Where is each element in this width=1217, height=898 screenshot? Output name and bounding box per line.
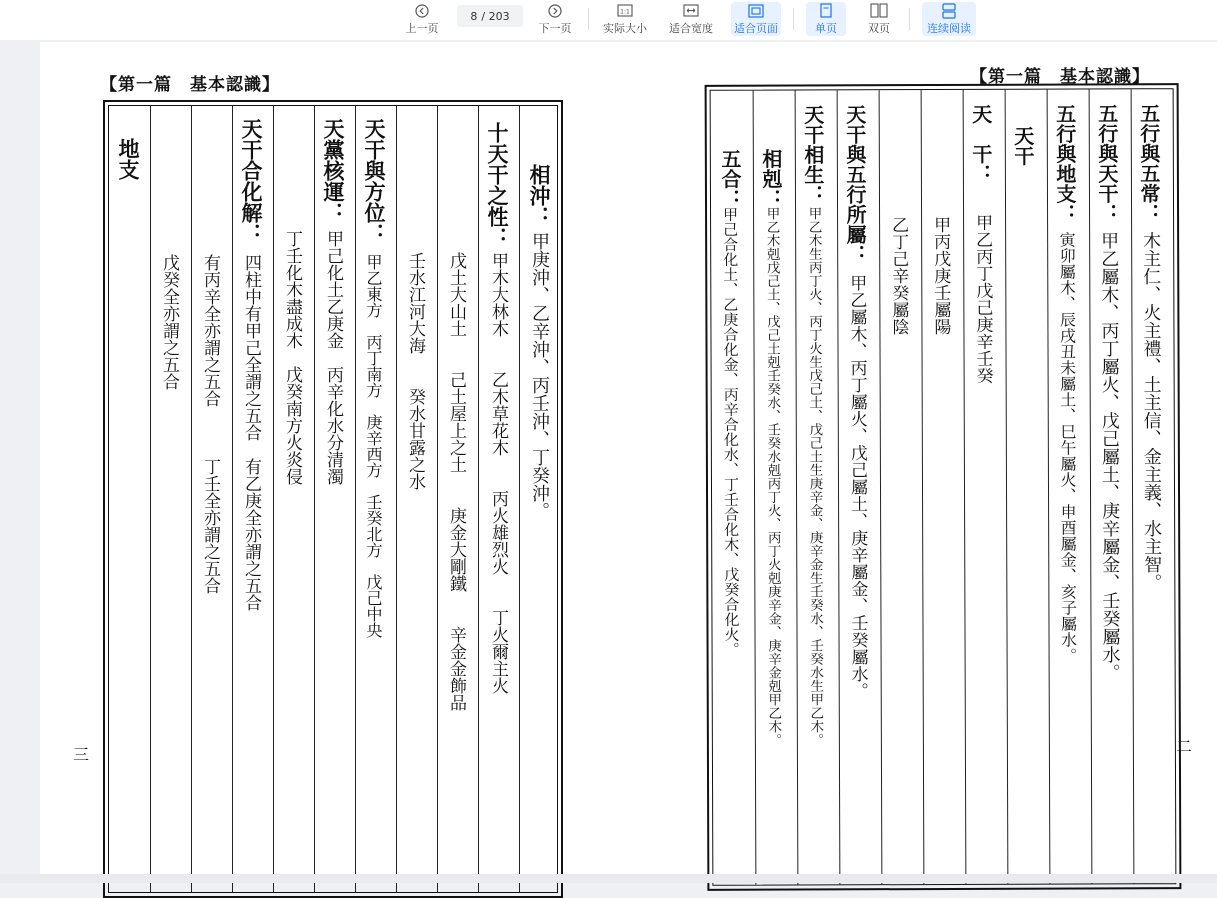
continuous-icon	[941, 2, 957, 19]
next-page-button[interactable]	[537, 2, 573, 36]
section-text: 甲乙丙丁戊己庚辛壬癸	[972, 213, 993, 384]
right-page-header: 【第一篇 基本認識】	[970, 67, 1150, 87]
column-divider	[1131, 89, 1135, 883]
column-divider	[1089, 89, 1093, 883]
section-text: 甲己合化土、乙庚合化金、丙辛合化水、丁壬合化木、戊癸合化火。	[721, 206, 741, 657]
double-page-button[interactable]	[859, 2, 899, 36]
continuous-read-button[interactable]	[922, 2, 976, 36]
column-divider	[314, 106, 315, 892]
column-divider	[396, 106, 397, 892]
double-page-icon	[870, 2, 888, 19]
fit-width-icon	[683, 2, 699, 19]
section-heading: 五合：	[717, 148, 743, 209]
section-text: 丁壬化木盡成木 戊癸南方火炎侵	[282, 230, 302, 485]
section-text: 甲乙屬木、丙丁屬火、戊己屬土、庚辛屬金、壬癸屬水。	[1098, 231, 1121, 682]
column-divider	[478, 106, 479, 892]
column-divider	[191, 106, 192, 892]
column-divider	[232, 106, 233, 892]
section-text: 甲己化土乙庚金 丙辛化水分清濁	[323, 230, 343, 485]
actual-size-button[interactable]	[600, 2, 650, 36]
left-page-frame	[103, 100, 563, 898]
column-divider	[795, 91, 799, 885]
toolbar-divider	[909, 8, 910, 30]
left-page-header: 【第一篇 基本認識】	[100, 75, 280, 95]
column-divider	[150, 106, 151, 892]
section-text: 四柱中有甲己全謂之五合 有乙庚全亦謂之五合	[241, 254, 261, 611]
right-page-frame	[705, 83, 1182, 891]
svg-text:1:1: 1:1	[620, 8, 630, 16]
section-heading: 五行與天干：	[1094, 103, 1120, 224]
section-heading: 天 干：	[968, 103, 993, 184]
section-heading: 五行與五常：	[1136, 103, 1162, 224]
column-divider	[273, 106, 274, 892]
section-heading: 十天干之性：	[485, 122, 509, 248]
left-page-table	[108, 105, 558, 893]
page-number: 三	[73, 745, 90, 764]
section-heading: 天干合化解：	[239, 118, 263, 244]
single-page-button[interactable]	[806, 2, 846, 36]
section-heading: 天干相生：	[800, 104, 826, 205]
column-divider	[921, 90, 925, 884]
fit-width-label: 适合宽度	[669, 22, 713, 35]
continuous-read-label: 连续阅读	[927, 22, 971, 35]
section-text: 甲乙木剋戊己土、戊己土剋壬癸水、壬癸水剋丙丁火、丙丁火剋庚辛金、庚辛金剋甲乙木。	[763, 206, 782, 747]
right-page-table	[710, 88, 1177, 886]
column-divider	[879, 90, 883, 884]
document-spread	[40, 42, 1217, 874]
section-text: 木主仁、火主禮、土主信、金主義、水主智。	[1140, 231, 1163, 592]
section-heading: 五行與地支：	[1052, 103, 1078, 224]
section-heading: 天黨核運：	[321, 118, 345, 223]
single-page-icon	[820, 2, 832, 19]
prev-page-button[interactable]	[404, 2, 440, 36]
section-text: 戊癸全亦謂之五合	[159, 254, 179, 390]
toolbar-divider	[588, 8, 589, 30]
prev-page-label: 上一页	[405, 22, 439, 35]
section-heading: 相剋：	[758, 148, 784, 209]
fit-page-label: 适合页面	[734, 22, 778, 35]
one-to-one-icon	[617, 2, 633, 19]
total-pages: / 203	[481, 9, 510, 23]
page-number-box[interactable]	[457, 5, 523, 27]
circle-left-icon	[415, 2, 429, 19]
current-page-input[interactable]: 8	[470, 9, 478, 23]
fit-page-icon	[748, 2, 764, 19]
toolbar-divider	[793, 8, 794, 30]
section-text: 戊土大山土 己土屋上之土 庚金大剛鐵 辛金金飾品	[446, 252, 466, 711]
section-text: 有丙辛全亦謂之五合 丁壬全亦謂之五合	[200, 254, 220, 594]
section-heading: 天干	[1010, 125, 1035, 166]
section-text: 甲庚沖、乙辛沖、丙壬沖、丁癸沖。	[529, 232, 550, 520]
column-divider	[519, 106, 520, 892]
viewer-toolbar	[0, 0, 1217, 40]
page-number: 二	[1176, 737, 1193, 756]
column-divider	[837, 90, 841, 884]
column-divider	[355, 106, 356, 892]
horizontal-scrollbar[interactable]	[0, 874, 1217, 883]
circle-right-icon	[548, 2, 562, 19]
section-heading: 地支	[116, 138, 140, 180]
single-page-label: 单页	[815, 22, 837, 35]
section-text: 壬水江河大海 癸水甘露之水	[405, 252, 425, 490]
section-text: 寅卯屬木、辰戌丑未屬土、巳午屬火、申酉屬金、亥子屬水。	[1057, 231, 1078, 664]
double-page-label: 双页	[868, 22, 890, 35]
section-text: 甲木大林木 乙木草花木 丙火雄烈火 丁火爾主火	[488, 252, 508, 694]
fit-page-button[interactable]	[731, 2, 781, 36]
next-page-label: 下一页	[538, 22, 572, 35]
section-text: 乙丁己辛癸屬陰	[888, 216, 909, 336]
section-heading: 天干與方位：	[362, 118, 386, 244]
column-divider	[1047, 90, 1051, 884]
column-divider	[963, 90, 967, 884]
section-text: 甲乙木生丙丁火、丙丁火生戊己土、戊己土生庚辛金、庚辛金生壬癸水、壬癸水生甲乙木。	[805, 206, 824, 747]
section-heading: 相沖：	[527, 164, 551, 227]
section-heading: 天干與五行所屬：	[842, 104, 868, 265]
column-divider	[1005, 90, 1009, 884]
column-divider	[753, 91, 757, 885]
fit-width-button[interactable]	[666, 2, 716, 36]
actual-size-label: 实际大小	[603, 22, 647, 35]
section-text: 甲乙屬木、丙丁屬火、戊己屬土、庚辛屬金、壬癸屬水。	[846, 274, 868, 700]
section-text: 甲乙東方 丙丁南方 庚辛西方 壬癸北方 戊己中央	[364, 254, 383, 638]
section-text: 甲丙戊庚壬屬陽	[930, 215, 951, 336]
column-divider	[437, 106, 438, 892]
